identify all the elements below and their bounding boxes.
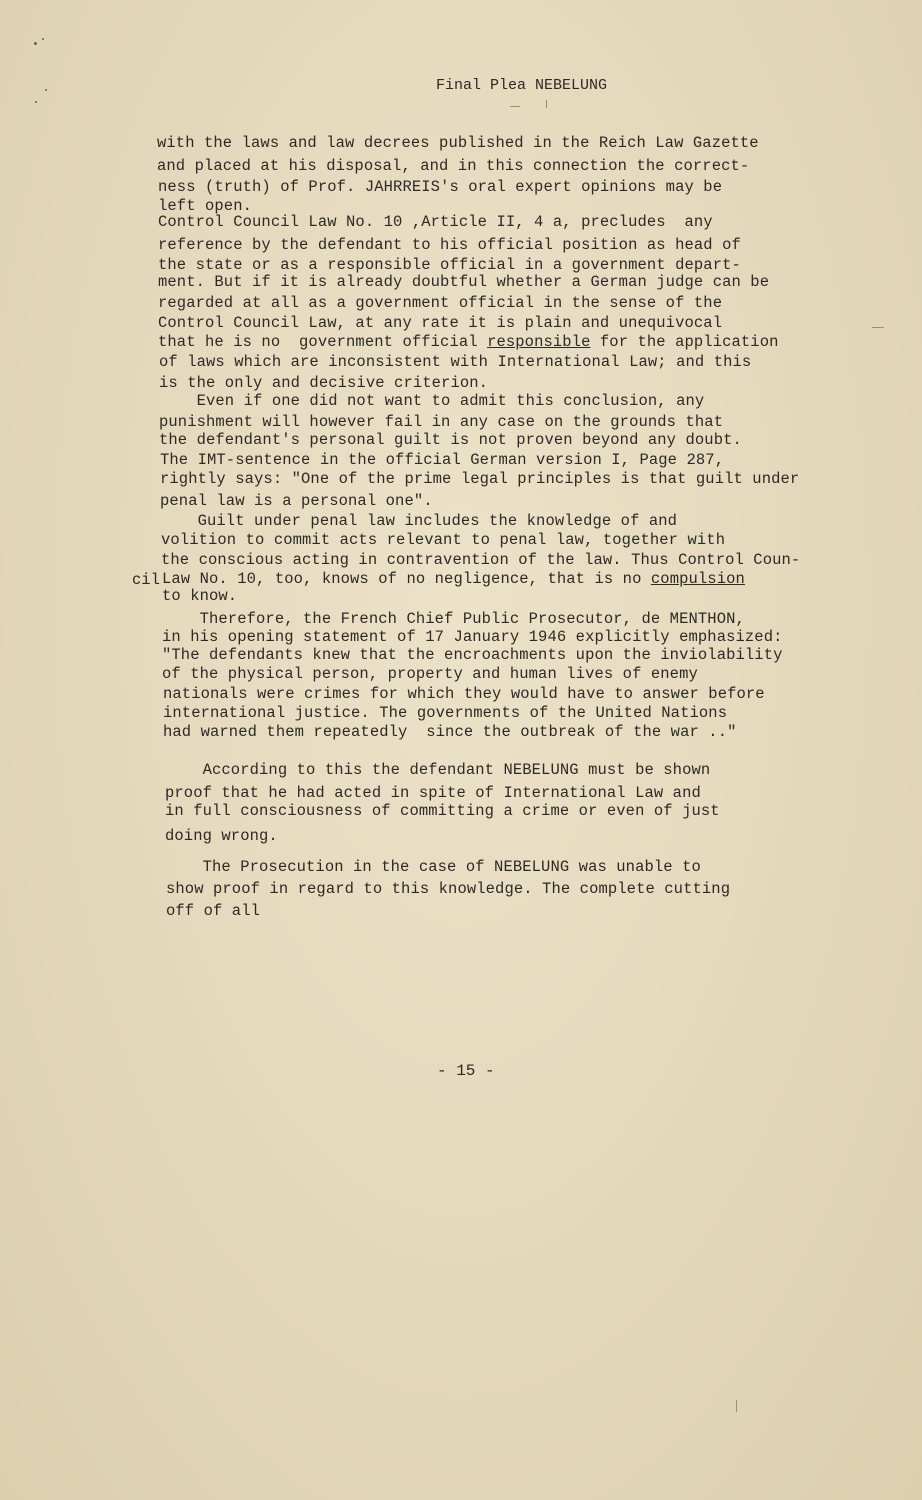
body-line: Guilt under penal law includes the knowledge of and [160, 512, 678, 530]
page-header: Final Plea NEBELUNG [436, 77, 608, 94]
body-line: international justice. The governments of the United Nations [163, 704, 728, 722]
body-line: ness (truth) of Prof. JAHRREIS's oral expert opinions may be [158, 178, 723, 196]
body-line-text: that he is no government official [158, 333, 488, 351]
body-line: and placed at his disposal, and in this connection the correct- [157, 157, 750, 175]
body-line: the conscious acting in contravention of the law. Thus Control Coun- [161, 551, 801, 569]
body-line: of the physical person, property and human lives of enemy [162, 665, 698, 683]
body-line: nationals were crimes for which they would have to answer before [163, 685, 765, 703]
body-line: left open. [158, 197, 253, 215]
scan-speck [45, 89, 47, 91]
body-line-text: Law No. 10, too, knows of no negligence, that is no [162, 570, 651, 588]
body-line: regarded at all as a government official in the sense of the [158, 294, 723, 312]
scan-speck [42, 38, 44, 40]
margin-continuation: cil [132, 571, 160, 589]
body-line: the state or as a responsible official in a government depart- [158, 256, 741, 274]
body-line: Control Council Law, at any rate it is plain and unequivocal [158, 314, 723, 332]
body-line: punishment will however fail in any case on the grounds that [159, 413, 724, 431]
body-line: penal law is a personal one". [160, 492, 433, 510]
body-line: the defendant's personal guilt is not proven beyond any doubt. [159, 431, 742, 449]
body-line: show proof in regard to this knowledge. The complete cutting [166, 880, 731, 898]
body-line: with the laws and law decrees published in the Reich Law Gazette [157, 134, 759, 152]
body-line-compulsion [162, 570, 745, 588]
body-line: Even if one did not want to admit this conclusion, any [159, 392, 705, 410]
body-line: proof that he had acted in spite of International Law and [165, 784, 701, 802]
page-number: - 15 - [437, 1062, 495, 1080]
body-line: According to this the defendant NEBELUNG must be shown [165, 761, 711, 779]
scan-speck [34, 42, 37, 45]
body-line: in his opening statement of 17 January 1946 explicitly emphasized: [162, 628, 783, 646]
underlined-word: compulsion [650, 570, 745, 588]
body-line: to know. [162, 587, 238, 605]
body-line: The IMT-sentence in the official German version I, Page 287, [160, 451, 725, 469]
body-line: "The defendants knew that the encroachments upon the inviolability [162, 646, 783, 664]
body-line-responsible [158, 333, 779, 351]
scan-mark [510, 106, 520, 107]
body-line: reference by the defendant to his official position as head of [158, 236, 741, 254]
scan-mark [872, 327, 884, 328]
body-line: Therefore, the French Chief Public Prosecutor, de MENTHON, [162, 610, 745, 628]
underlined-word: responsible [487, 333, 591, 351]
body-line: of laws which are inconsistent with International Law; and this [159, 353, 752, 371]
scan-mark [546, 100, 547, 108]
body-line: had warned them repeatedly since the outbreak of the war .." [163, 723, 737, 741]
body-line: off of all [166, 902, 261, 920]
body-line-text: for the application [590, 333, 779, 351]
body-line: in full consciousness of committing a crime or even of just [165, 802, 720, 820]
body-line: The Prosecution in the case of NEBELUNG was unable to [165, 858, 701, 876]
body-line: doing wrong. [165, 827, 278, 845]
body-line: ment. But if it is already doubtful whether a German judge can be [158, 273, 770, 291]
body-line: Control Council Law No. 10 ,Article II, 4 a, precludes any [158, 213, 713, 231]
body-line: is the only and decisive criterion. [159, 374, 489, 392]
body-line: volition to commit acts relevant to penal law, together with [161, 531, 726, 549]
scan-speck [35, 101, 37, 103]
scan-mark [736, 1400, 737, 1412]
body-line: rightly says: "One of the prime legal principles is that guilt under [160, 470, 800, 488]
